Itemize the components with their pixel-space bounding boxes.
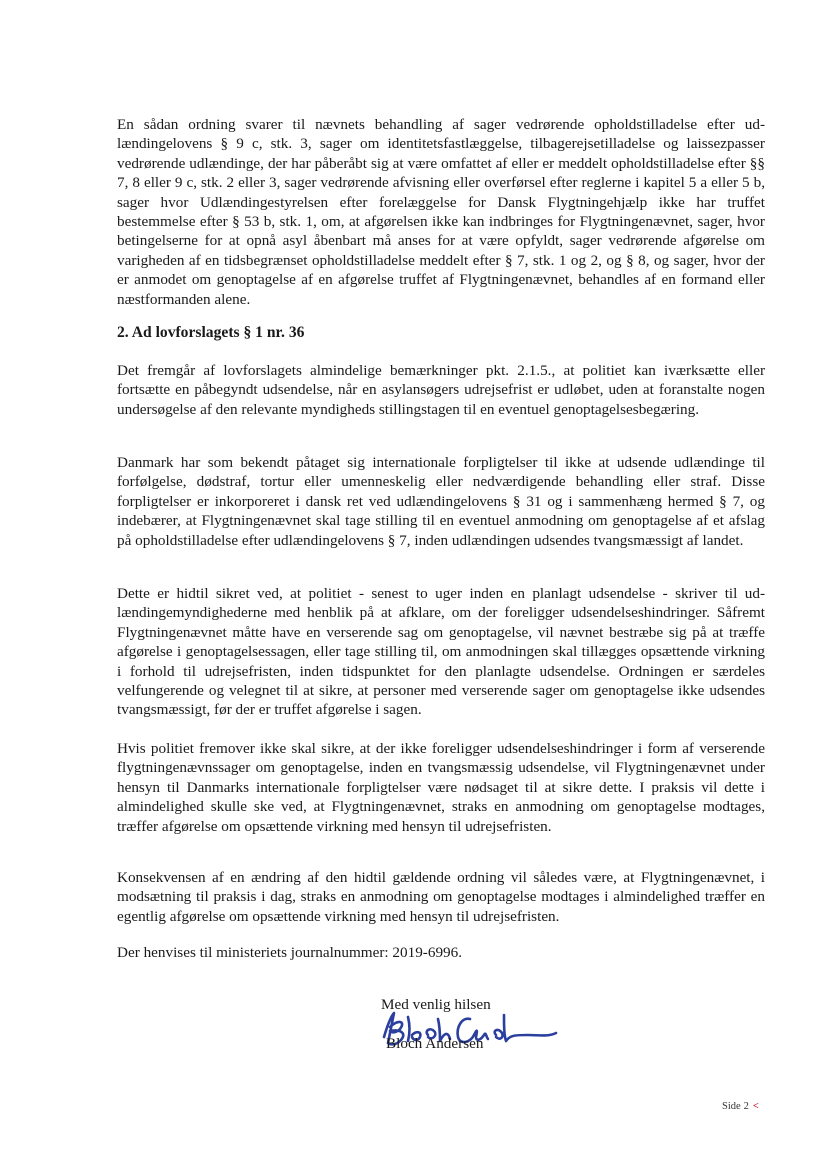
paragraph-6: Konsekvensen af en ændring af den hidtil gældende ordning vil således være, at Flygtningenævnet, i modsætning til praksis i dag, straks en anmodning om genoptagelse modtages i almindelighed træffer en egentlig afgørelse om opsættende virkning med hensyn til udrejsefristen.: [117, 869, 765, 925]
section-heading: 2. Ad lovforslagets § 1 nr. 36: [117, 324, 305, 341]
closing-greeting: Med venlig hilsen: [381, 996, 491, 1013]
paragraph-5: Hvis politiet fremover ikke skal sikre, at der ikke foreligger udsendelseshindringer i form af verserende flygtningenævnssager om genoptagelse, inden en tvangsmæssig udsendelse, vil Flygtningenævnet under hensyn til Danmarks internationale forpligtelser være nødsaget til at sikre dette. I praksis vil dette i almindelighed skulle ske ved, at Flygtningenævnet, straks en anmodning om genoptagelse modtages, træffer afgørelse om opsættende virkning med hensyn til udrejsefristen.: [117, 740, 765, 835]
paragraph-1: En sådan ordning svarer til nævnets behandling af sager vedrørende opholdstilladelse efter udlændingelovens § 9 c, stk. 3, sager om identitetsfastlæggelse, tilbagerejsetilladelse og laissezpasser vedrørende udlændinge, der har påberåbt sig at være omfattet af eller er meddelt opholdstilladelse efter §§ 7, 8 eller 9 c, stk. 2 eller 3, sager vedrørende afvisning eller overførsel efter reglerne i kapitel 5 a eller 5 b, sager hvor Udlændingestyrelsen efter forelæggelse for Dansk Flygtningehjælp ikke har truffet bestemmelse efter § 53 b, stk. 1, om, at afgørelsen ikke kan indbringes for Flygtningenævnet, sager, hvor betingelserne for at opnå asyl åbenbart må anses for at være opfyldt, sager vedrørende afgørelse om varigheden af en tidsbegrænset opholdstilladelse meddelt efter § 7, stk. 1 og 2, og § 8, og sager, hvor der er anmodet om genoptagelse af en afgørelse truffet af Flygtningenævnet, behandles af en formand eller næstformanden alene.: [117, 116, 765, 308]
signer-name: Bloch Andersen: [386, 1035, 484, 1052]
paragraph-2: Det fremgår af lovforslagets almindelige bemærkninger pkt. 2.1.5., at politiet kan iværksætte eller fortsætte en påbegyndt udsendelse, når en asylansøgers udrejsefrist er udløbet, uden at foranstalte nogen undersøgelse af den relevante myndigheds stillingstagen til en eventuel genoptagelsesbegæring.: [117, 362, 765, 418]
paragraph-7: Der henvises til ministeriets journalnummer: 2019-6996.: [117, 944, 463, 961]
page-label: Side: [722, 1101, 741, 1112]
page-footer: [722, 1101, 759, 1112]
paragraph-3: Danmark har som bekendt påtaget sig internationale forpligtelser til ikke at udsende udlændinge til forfølgelse, dødstraf, tortur eller umenneskelig eller nedværdigende behandling eller straf. Disse forpligtelser er inkorporeret i dansk ret ved udlændingelovens § 31 og i sammenhæng hermed § 7, og indebærer, at Flygtningenævnet skal tage stilling til en eventuel anmodning om genoptagelse af et afslag på opholdstilladelse efter udlændingelovens § 7, inden udlændingen udsendes tvangsmæssigt af landet.: [117, 454, 765, 549]
paragraph-4: Dette er hidtil sikret ved, at politiet - senest to uger inden en planlagt udsendelse - skriver til udlændingemyndighederne med henblik på at afklare, om der foreligger udsendelseshindringer. Såfremt Flygtningenævnet måtte have en verserende sag om genoptagelse, vil nævnet bestræbe sig på at træffe afgørelse i genoptagelsessagen, eller tage stilling til, om anmodningen skal tillægges opsættende virkning i forhold til udrejsefristen, inden tidspunktet for den planlagte udsendelse. Ordningen er særdeles velfungerende og velegnet til at sikre, at personer med verserende sager om genoptagelse ikke udsendes tvangsmæssigt, før der er truffet afgørelse i sagen.: [117, 585, 765, 719]
chevron-left-icon: <: [752, 1101, 759, 1112]
page-number: 2: [743, 1101, 749, 1112]
